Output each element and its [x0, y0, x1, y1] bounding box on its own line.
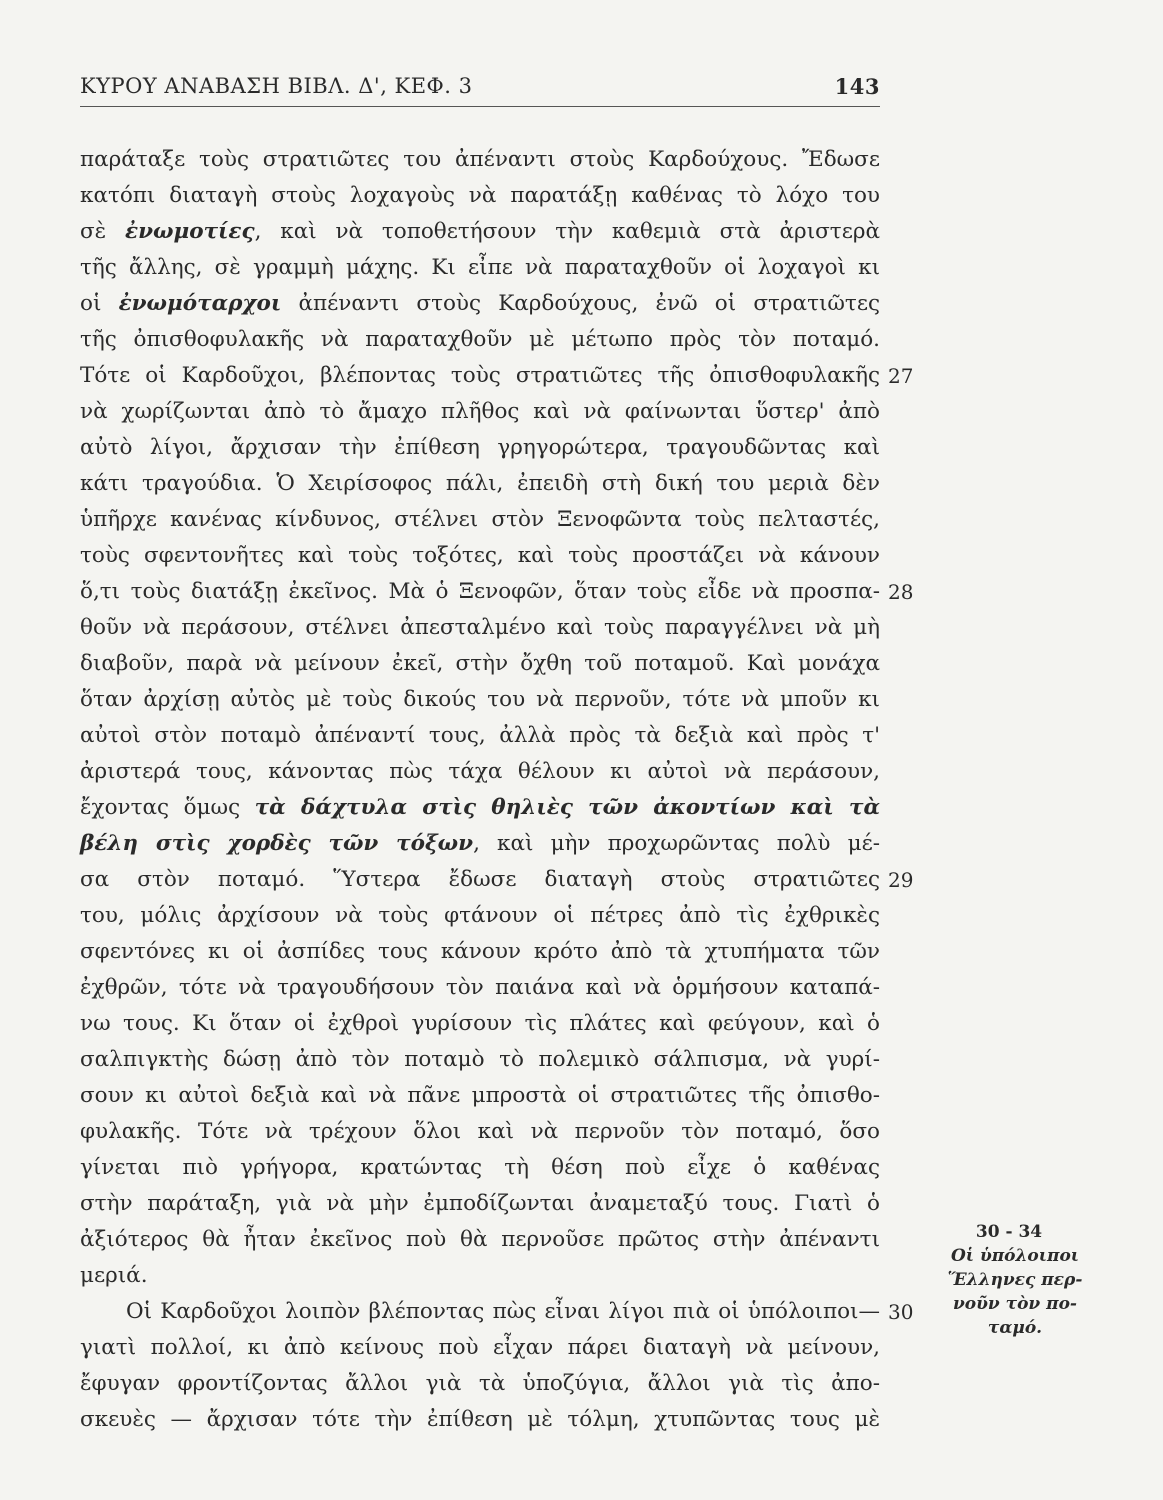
- emphasis-text: ἐνωμόταρχοι: [118, 291, 282, 316]
- text-line: [80, 1402, 880, 1438]
- plain-text: Οἱ Καρδοῦχοι λοιπὸν βλέποντας πὼς εἶναι λίγοι πιὰ οἱ ὑπόλοιποι—: [126, 1299, 880, 1324]
- text-line: [80, 682, 880, 718]
- plain-text: κάτι τραγούδια. Ὁ Χειρίσοφος πάλι, ἐπειδὴ στὴ δική του μεριὰ δὲν: [80, 471, 880, 496]
- emphasis-text: βέλη στὶς χορδὲς τῶν τόξων: [80, 831, 474, 856]
- plain-text: ἐχθρῶν, τότε νὰ τραγουδήσουν τὸν παιάνα καὶ νὰ ὁρμήσουν καταπά-: [80, 975, 880, 1000]
- text-line: [80, 826, 880, 862]
- plain-text: Τότε οἱ Καρδοῦχοι, βλέποντας τοὺς στρατιῶτες τῆς ὀπισθοφυλακῆς: [80, 363, 880, 388]
- text-line: [80, 610, 880, 646]
- sidenote: [944, 1220, 1094, 1340]
- plain-text: , καὶ μὴν προχωρῶντας πολὺ μέ-: [473, 831, 881, 856]
- text-line: [80, 286, 880, 322]
- plain-text: ὑπῆρχε κανένας κίνδυνος, στέλνει στὸν Ξενοφῶντα τοὺς πελταστές,: [80, 507, 880, 532]
- plain-text: ἔχοντας ὅμως: [80, 795, 255, 820]
- text-line: [80, 1330, 880, 1366]
- text-line: [80, 214, 880, 250]
- plain-text: παράταξε τοὺς στρατιῶτες του ἀπέναντι στοὺς Καρδούχους. Ἔδωσε: [80, 147, 880, 172]
- text-line: [80, 178, 880, 214]
- text-line: [80, 466, 880, 502]
- plain-text: σκευὲς — ἄρχισαν τότε τὴν ἐπίθεση μὲ τόλμη, χτυπῶντας τους μὲ: [80, 1407, 880, 1432]
- text-line: [80, 862, 880, 898]
- plain-text: ἀριστερά τους, κάνοντας πὼς τάχα θέλουν κι αὐτοὶ νὰ περάσουν,: [80, 759, 880, 784]
- text-line: [80, 430, 880, 466]
- sidenote-body: [944, 1244, 1086, 1340]
- plain-text: σα στὸν ποταμό. Ὕστερα ἔδωσε διαταγὴ στοὺς στρατιῶτες: [80, 867, 880, 892]
- text-line: [80, 1222, 880, 1258]
- section-number: 27: [888, 364, 914, 388]
- emphasis-text: τὰ δάχτυλα στὶς θηλιὲς τῶν ἀκοντίων καὶ τὰ: [254, 795, 880, 820]
- plain-text: κατόπι διαταγὴ στοὺς λοχαγοὺς νὰ παρατάξῃ καθένας τὸ λόχο του: [80, 183, 880, 208]
- sidenote-line: ταμό.: [987, 1318, 1043, 1338]
- plain-text: σφεντόνες κι οἱ ἀσπίδες τους κάνουν κρότο ἀπὸ τὰ χτυπήματα τῶν: [80, 939, 880, 964]
- sidenote-line: Οἱ ὑπόλοιποι: [950, 1246, 1080, 1266]
- sidenote-line: νοῦν τὸν πο-: [953, 1294, 1077, 1314]
- plain-text: αὐτοὶ στὸν ποταμὸ ἀπέναντί τους, ἀλλὰ πρὸς τὰ δεξιὰ καὶ πρὸς τ': [80, 723, 880, 748]
- text-line: [80, 1042, 880, 1078]
- text-line: [80, 394, 880, 430]
- text-line: [80, 1006, 880, 1042]
- plain-text: νω τους. Κι ὅταν οἱ ἐχθροὶ γυρίσουν τὶς πλάτες καὶ φεύγουν, καὶ ὁ: [80, 1011, 880, 1036]
- plain-text: ὅταν ἀρχίσῃ αὐτὸς μὲ τοὺς δικούς του νὰ περνοῦν, τότε νὰ μποῦν κι: [80, 687, 880, 712]
- emphasis-text: ἐνωμοτίες: [125, 219, 255, 244]
- plain-text: μεριά.: [80, 1263, 148, 1288]
- text-line: [80, 538, 880, 574]
- plain-text: φυλακῆς. Τότε νὰ τρέχουν ὅλοι καὶ νὰ περνοῦν τὸν ποταμό, ὅσο: [80, 1119, 880, 1144]
- plain-text: σουν κι αὐτοὶ δεξιὰ καὶ νὰ πᾶνε μπροστὰ οἱ στρατιῶτες τῆς ὀπισθο-: [80, 1083, 880, 1108]
- text-line: [80, 934, 880, 970]
- text-line: [80, 142, 880, 178]
- plain-text: αὐτὸ λίγοι, ἄρχισαν τὴν ἐπίθεση γρηγορώτερα, τραγουδῶντας καὶ: [80, 435, 880, 460]
- plain-text: τῆς ἄλλης, σὲ γραμμὴ μάχης. Κι εἶπε νὰ παραταχθοῦν οἱ λοχαγοὶ κι: [80, 255, 880, 280]
- text-line: [80, 358, 880, 394]
- text-line: [80, 322, 880, 358]
- plain-text: ὅ,τι τοὺς διατάξῃ ἐκεῖνος. Μὰ ὁ Ξενοφῶν, ὅταν τοὺς εἶδε νὰ προσπα-: [80, 579, 880, 604]
- sidenote-range: 30 - 34: [975, 1222, 1043, 1242]
- plain-text: θοῦν νὰ περάσουν, στέλνει ἀπεσταλμένο καὶ τοὺς παραγγέλνει νὰ μὴ: [80, 615, 880, 640]
- text-line: [80, 718, 880, 754]
- plain-text: σὲ: [80, 219, 126, 244]
- page-number: 143: [834, 74, 880, 99]
- text-line: [80, 1294, 880, 1330]
- plain-text: ἀξιότερος θὰ ἦταν ἐκεῖνος ποὺ θὰ περνοῦσε πρῶτος στὴν ἀπέναντι: [80, 1227, 880, 1252]
- plain-text: του, μόλις ἀρχίσουν νὰ τοὺς φτάνουν οἱ πέτρες ἀπὸ τὶς ἐχθρικὲς: [80, 903, 880, 928]
- running-title: ΚΥΡΟΥ ΑΝΑΒΑΣΗ ΒΙΒΛ. Δ', ΚΕΦ. 3: [80, 74, 473, 98]
- plain-text: οἱ: [80, 291, 119, 316]
- plain-text: σαλπιγκτὴς δώσῃ ἀπὸ τὸν ποταμὸ τὸ πολεμικὸ σάλπισμα, νὰ γυρί-: [80, 1047, 880, 1072]
- plain-text: τοὺς σφεντονῆτες καὶ τοὺς τοξότες, καὶ τοὺς προστάζει νὰ κάνουν: [80, 543, 880, 568]
- text-line: [80, 790, 880, 826]
- plain-text: νὰ χωρίζωνται ἀπὸ τὸ ἄμαχο πλῆθος καὶ νὰ φαίνωνται ὕστερ' ἀπὸ: [80, 399, 880, 424]
- plain-text: , καὶ νὰ τοποθετήσουν τὴν καθεμιὰ στὰ ἀριστερὰ: [254, 219, 880, 244]
- running-header: [80, 70, 880, 104]
- plain-text: ἀπέναντι στοὺς Καρδούχους, ἐνῶ οἱ στρατιῶτες: [281, 291, 881, 316]
- sidenote-line: Ἕλληνες περ-: [947, 1270, 1083, 1290]
- text-line: [80, 1186, 880, 1222]
- text-line: [80, 250, 880, 286]
- text-line: [80, 1258, 880, 1294]
- text-line: [80, 754, 880, 790]
- section-number: 28: [888, 580, 914, 604]
- plain-text: γίνεται πιὸ γρήγορα, κρατώντας τὴ θέση ποὺ εἶχε ὁ καθένας: [80, 1155, 880, 1180]
- text-line: [80, 1078, 880, 1114]
- text-line: [80, 898, 880, 934]
- plain-text: διαβοῦν, παρὰ νὰ μείνουν ἐκεῖ, στὴν ὄχθη τοῦ ποταμοῦ. Καὶ μονάχα: [80, 651, 880, 676]
- plain-text: στὴν παράταξη, γιὰ νὰ μὴν ἐμποδίζωνται ἀναμεταξύ τους. Γιατὶ ὁ: [80, 1191, 880, 1216]
- text-line: [80, 574, 880, 610]
- text-line: [80, 646, 880, 682]
- text-line: [80, 970, 880, 1006]
- text-line: [80, 502, 880, 538]
- section-number: 30: [888, 1300, 914, 1324]
- text-line: [80, 1150, 880, 1186]
- text-line: [80, 1114, 880, 1150]
- text-line: [80, 1366, 880, 1402]
- header-rule: [80, 106, 880, 107]
- plain-text: τῆς ὀπισθοφυλακῆς νὰ παραταχθοῦν μὲ μέτωπο πρὸς τὸν ποταμό.: [80, 327, 880, 352]
- plain-text: γιατὶ πολλοί, κι ἀπὸ κείνους ποὺ εἶχαν πάρει διαταγὴ νὰ μείνουν,: [80, 1335, 880, 1360]
- plain-text: ἔφυγαν φροντίζοντας ἄλλοι γιὰ τὰ ὑποζύγια, ἄλλοι γιὰ τὶς ἀπο-: [80, 1371, 880, 1396]
- section-number: 29: [888, 868, 914, 892]
